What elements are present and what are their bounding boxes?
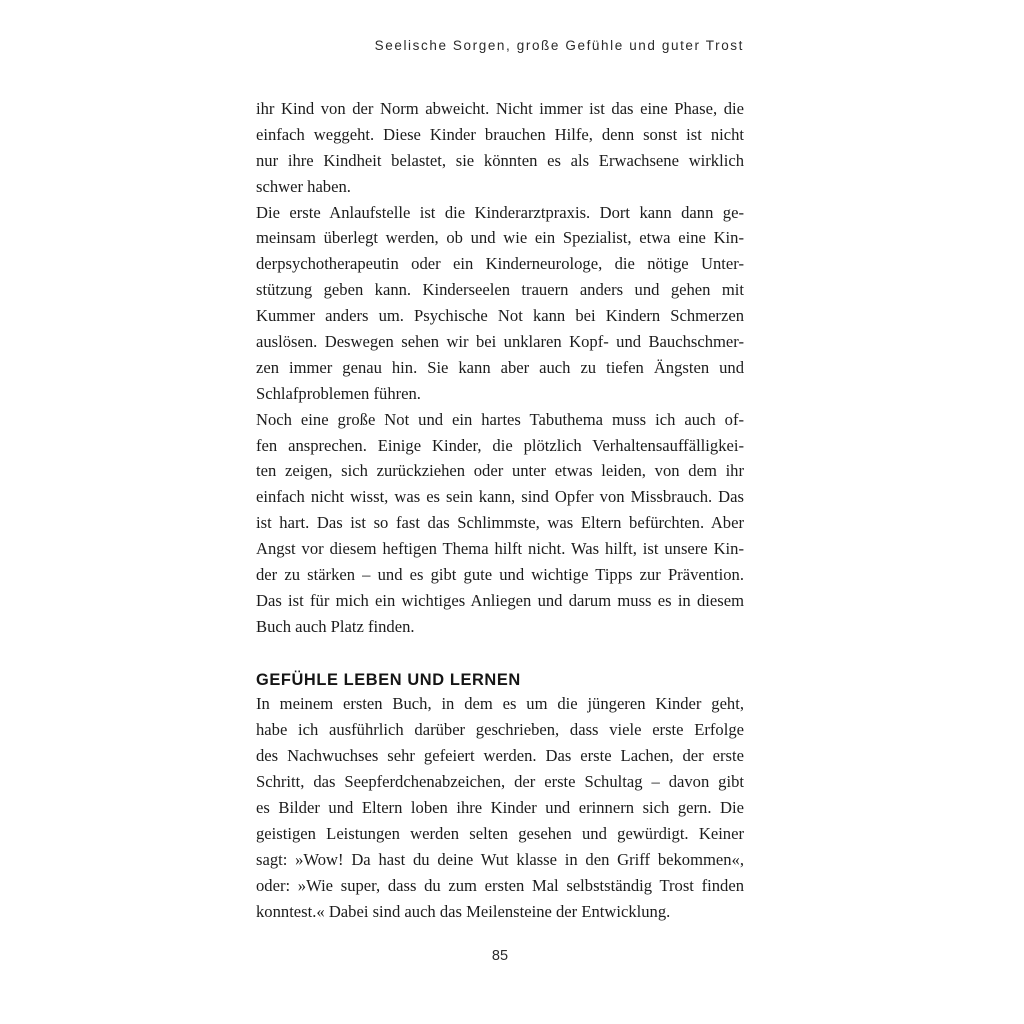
text-line: der zu stärken – und es gibt gute und wichtige Tipps zur Prävention. [256,565,744,585]
text-line: ist hart. Das ist so fast das Schlimmste, was Eltern befürchten. Aber [256,513,744,533]
text-line: einfach nicht wisst, was es sein kann, sind Opfer von Missbrauch. Das [256,487,744,507]
text-line: ihr Kind von der Norm abweicht. Nicht immer ist das eine Phase, die [256,99,744,118]
text-line: oder: »Wie super, dass du zum ersten Mal selbstständig Trost finden [256,875,744,895]
body-text [256,96,744,925]
text-line: meinsam überlegt werden, ob und wie ein Spezialist, etwa eine Kin- [256,228,744,248]
text-line: ten zeigen, sich zurückziehen oder unter etwas leiden, von dem ihr [256,461,744,481]
text-line: es Bilder und Eltern loben ihre Kinder und erinnern sich gern. Die [256,798,744,818]
text-line: habe ich ausführlich darüber geschrieben, dass viele erste Erfolge [256,720,744,740]
text-line: des Nachwuchses sehr gefeiert werden. Das erste Lachen, der erste [256,746,744,766]
text-line: Die erste Anlaufstelle ist die Kinderarztpraxis. Dort kann dann ge- [256,202,744,222]
text-line: Kummer anders um. Psychische Not kann bei Kindern Schmerzen [256,306,744,326]
paragraph-spacer [256,640,744,666]
text-line: sagt: »Wow! Da hast du deine Wut klasse in den Griff bekommen«, [256,849,744,869]
text-line: zen immer genau hin. Sie kann aber auch zu tiefen Ängsten und [256,357,744,377]
text-line: In meinem ersten Buch, in dem es um die jüngeren Kinder geht, [256,694,744,714]
text-line: geistigen Leistungen werden selten gesehen und gewürdigt. Keiner [256,823,744,843]
text-line: konntest.« Dabei sind auch das Meilensteine der Entwicklung. [256,901,671,921]
running-header: Seelische Sorgen, große Gefühle und guter Trost [374,38,744,53]
text-line: nur ihre Kindheit belastet, sie könnten es als Erwachsene wirklich [256,150,744,170]
section-heading: GEFÜHLE LEBEN UND LERNEN [256,670,521,689]
text-line: einfach weggeht. Diese Kinder brauchen Hilfe, denn sonst ist nicht [256,124,744,144]
text-line: Das ist für mich ein wichtiges Anliegen und darum muss es in diesem [256,590,744,610]
text-line: schwer haben. [256,176,351,196]
text-line: derpsychotherapeutin oder ein Kinderneurologe, die nötige Unter- [256,254,744,274]
text-line: auslösen. Deswegen sehen wir bei unklaren Kopf- und Bauchschmer- [256,332,744,352]
text-line: Noch eine große Not und ein hartes Tabuthema muss ich auch of- [256,409,744,429]
text-line: Schlafproblemen führen. [256,383,421,403]
text-line: Angst vor diesem heftigen Thema hilft nicht. Was hilft, ist unsere Kin- [256,539,744,559]
text-line: fen ansprechen. Einige Kinder, die plötzlich Verhaltensauffälligkei- [256,435,744,455]
text-line: Schritt, das Seepferdchenabzeichen, der erste Schultag – davon gibt [256,772,744,792]
page-number: 85 [491,948,509,964]
text-line: Buch auch Platz finden. [256,616,415,636]
text-line: stützung geben kann. Kinderseelen trauern anders und gehen mit [256,280,744,300]
